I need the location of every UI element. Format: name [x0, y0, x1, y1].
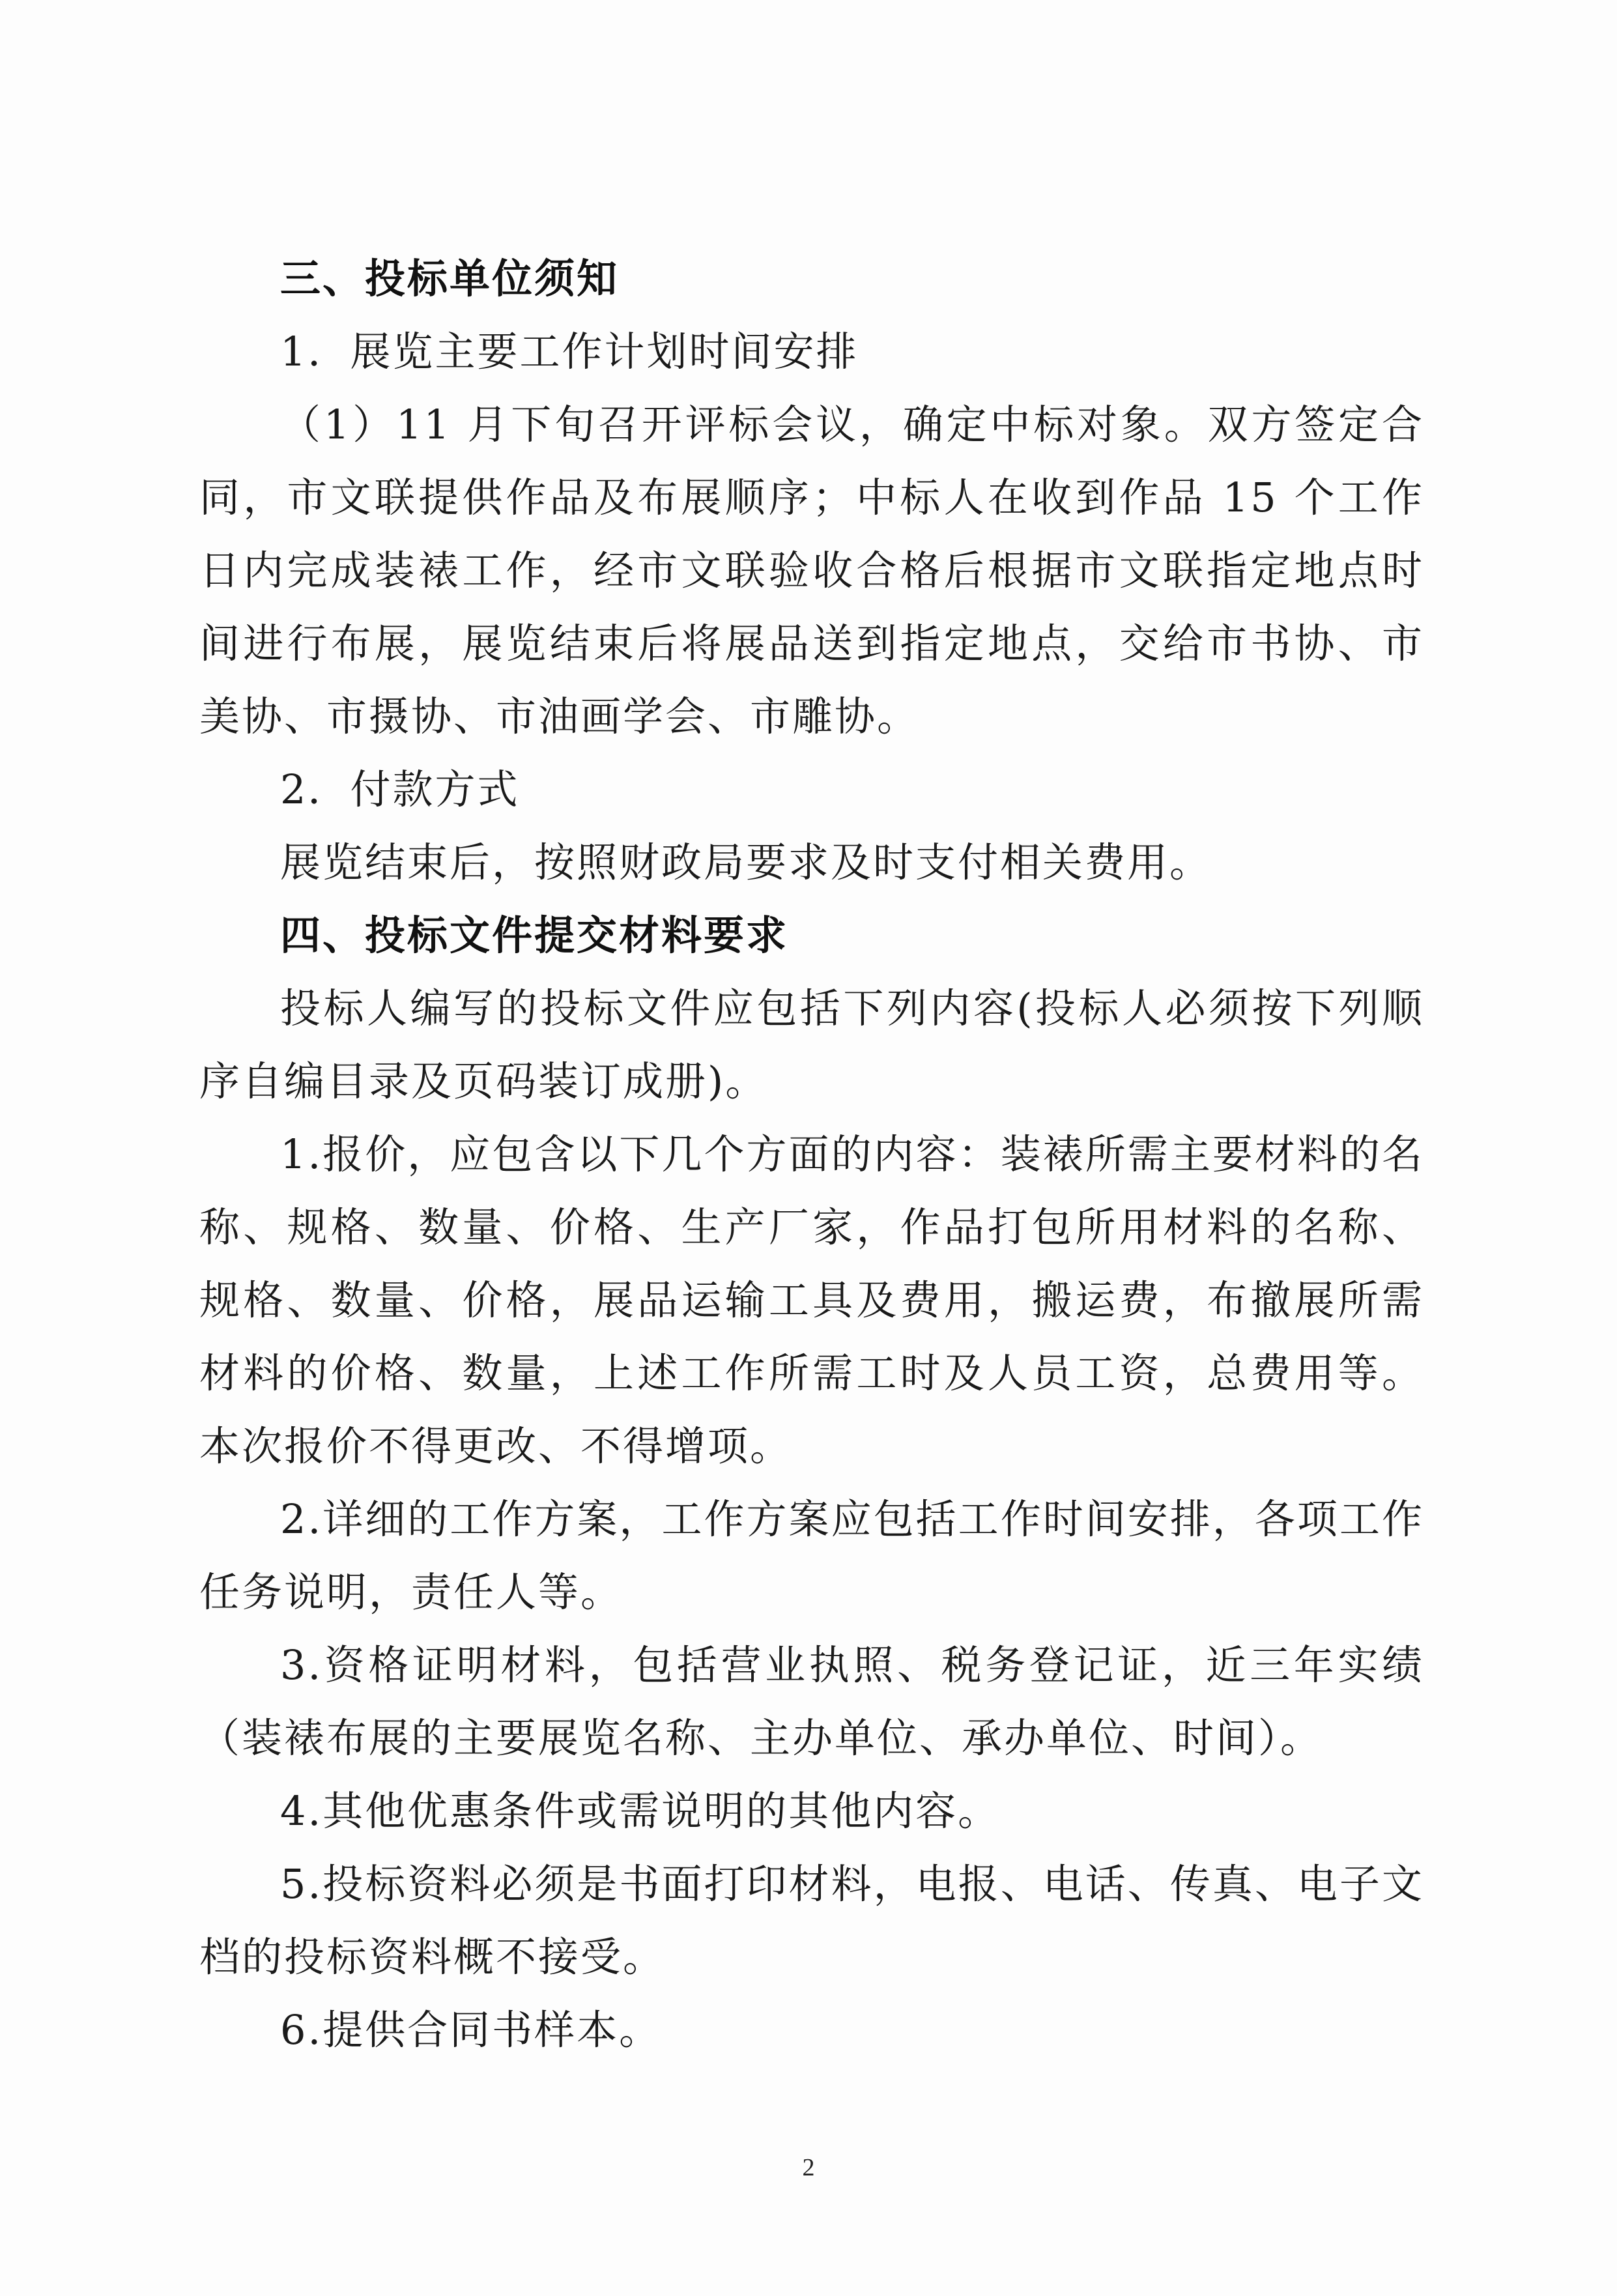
list-item-printed-materials: 5.投标资料必须是书面打印材料，电报、电话、传真、电子文档的投标资料概不接受。	[199, 1860, 1424, 1981]
list-item-work-plan: 2.详细的工作方案，工作方案应包括工作时间安排，各项工作任务说明，责任人等。	[199, 1495, 1424, 1616]
document-body	[199, 242, 1424, 2067]
list-item-quotation: 1.报价，应包含以下几个方面的内容：装裱所需主要材料的名称、规格、数量、价格、生产厂家，作品打包所用材料的名称、规格、数量、价格，展品运输工具及费用，搬运费，布撤展所需材料的价格、数量，上述工作所需工时及人员工资，总费用等。本次报价不得更改、不得增项。	[199, 1130, 1424, 1470]
list-item-contract-sample: 6.提供合同书样本。	[280, 2006, 662, 2054]
page-number: 2	[802, 2154, 815, 2181]
section-heading-submission-requirements: 四、投标文件提交材料要求	[280, 911, 789, 959]
section-heading-bidder-notice: 三、投标单位须知	[280, 255, 620, 302]
paragraph-payment-detail: 展览结束后，按照财政局要求及时支付相关费用。	[280, 839, 1212, 886]
list-item-qualification: 3.资格证明材料，包括营业执照、税务登记证，近三年实绩（装裱布展的主要展览名称、主办单位、承办单位、时间）。	[199, 1641, 1424, 1762]
subheading-schedule: 1．展览主要工作计划时间安排	[280, 328, 859, 375]
subheading-payment: 2．付款方式	[280, 766, 520, 813]
list-item-other-offers: 4.其他优惠条件或需说明的其他内容。	[280, 1787, 1001, 1835]
paragraph-submission-intro: 投标人编写的投标文件应包括下列内容(投标人必须按下列顺序自编目录及页码装订成册)。	[199, 984, 1424, 1105]
paragraph-schedule-detail: （1）11 月下旬召开评标会议，确定中标对象。双方签定合同，市文联提供作品及布展顺序；中标人在收到作品 15 个工作日内完成装裱工作，经市文联验收合格后根据市文联指定地点时间进行布展，展览结束后将展品送到指定地点，交给市书协、市美协、市摄协、市油画学会、市雕协。	[199, 401, 1424, 740]
